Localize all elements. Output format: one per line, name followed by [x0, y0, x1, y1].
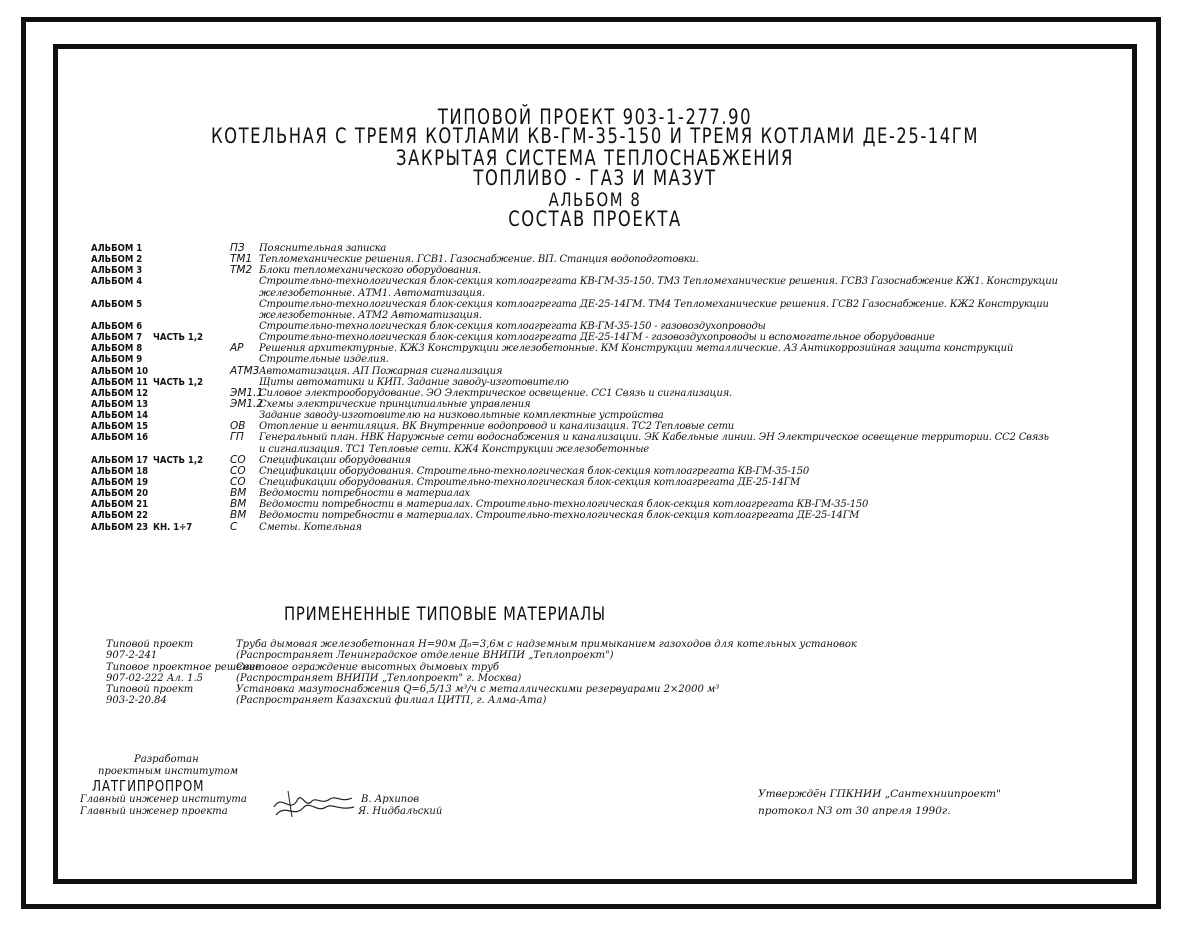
album-code: ВМ — [230, 498, 247, 511]
album-row — [91, 410, 1131, 421]
album-name: АЛЬБОМ 8 — [91, 343, 143, 355]
album-description: Ведомости потребности в материалах. Строительно-технологическая блок-секция котлоагрегата КВ-ГМ-35-150 — [259, 499, 869, 511]
material-reference: Типовое проектное решение — [106, 661, 262, 673]
album-description: Силовое электрооборудование. ЭО Электрическое освещение. СС1 Связь и сигнализация. — [259, 387, 732, 399]
album-name: АЛЬБОМ 15 — [91, 421, 149, 433]
album-row — [91, 499, 1131, 510]
material-description: Световое ограждение высотных дымовых труб — [236, 661, 499, 673]
album-name: АЛЬБОМ 6 — [91, 320, 143, 332]
album-code: ОВ — [230, 420, 246, 433]
album-description: Спецификации оборудования — [259, 454, 411, 466]
album-description: Сметы. Котельная — [259, 521, 362, 533]
album-code: АТМ3 — [230, 364, 260, 377]
album-name: АЛЬБОМ 1 — [91, 243, 143, 254]
material-description: (Распространяет Казахский филиал ЦИТП, г. Алма-Ата) — [236, 695, 547, 707]
album-code: ГП — [230, 431, 244, 444]
material-reference: Типовой проект — [106, 684, 194, 696]
album-description: Строительно-технологическая блок-секция котлоагрегата КВ-ГМ-35-150 - газовоздухопроводы — [259, 320, 766, 332]
signer-name-2: Я. Нидбальский — [358, 806, 443, 817]
album-row — [91, 354, 1131, 365]
album-description: Тепломеханические решения. ГСВ1. Газоснабжение. ВП. Станция водоподготовки. — [259, 254, 699, 266]
material-row — [106, 673, 1086, 684]
album-code: ВМ — [230, 487, 247, 500]
title-line-fuel: ТОПЛИВО - ГАЗ И МАЗУТ — [473, 166, 717, 190]
material-description: (Распространяет ВНИПИ „Теплопроект" г. Москва) — [236, 672, 522, 684]
album-code: ЭМ1.2 — [230, 397, 264, 410]
album-row — [91, 310, 1131, 321]
album-row — [91, 522, 1131, 533]
album-name: АЛЬБОМ 7 — [91, 332, 143, 344]
album-name: АЛЬБОМ 4 — [91, 276, 143, 288]
album-row — [91, 477, 1131, 488]
album-row — [91, 432, 1131, 443]
album-code: ЭМ1.1 — [230, 386, 264, 399]
album-row — [91, 343, 1131, 354]
material-row — [106, 639, 1086, 650]
album-name: АЛЬБОМ 23 — [91, 521, 149, 533]
material-reference: 907-02-222 Ал. 1.5 — [106, 672, 204, 684]
album-description: Спецификации оборудования. Строительно-технологическая блок-секция котлоагрегата ДЕ-25-14ГМ — [259, 476, 801, 488]
album-description: Ведомости потребности в материалах — [259, 488, 470, 500]
album-name: АЛЬБОМ 2 — [91, 254, 143, 266]
title-line-project: ТИПОВОЙ ПРОЕКТ 903-1-277.90 — [437, 105, 753, 129]
album-part: ЧАСТЬ 1,2 — [153, 376, 203, 388]
album-name: АЛЬБОМ 3 — [91, 265, 143, 277]
materials-list — [106, 639, 1086, 707]
title-line-album: АЛЬБОМ 8 — [548, 189, 642, 211]
album-name: АЛЬБОМ 12 — [91, 387, 149, 399]
album-name: АЛЬБОМ 19 — [91, 476, 149, 488]
material-description: (Распространяет Ленинградское отделение ВНИПИ „Теплопроект") — [236, 650, 614, 662]
material-row — [106, 684, 1086, 695]
album-name: АЛЬБОМ 11 — [91, 376, 149, 388]
material-row — [106, 695, 1086, 706]
album-description: Автоматизация. АП Пожарная сигнализация — [259, 365, 503, 377]
role-chief-engineer-institute: Главный инженер института — [80, 794, 247, 805]
album-description: Блоки тепломеханического оборудования. — [259, 265, 482, 277]
document-sheet — [58, 49, 1132, 879]
album-description: Строительно-технологическая блок-секция котлоагрегата ДЕ-25-14ГМ - газовоздухопроводы и вспомогательное оборудование — [259, 332, 935, 344]
album-description: железобетонные. АТМ2 Автоматизация. — [259, 309, 482, 321]
album-row — [91, 265, 1131, 276]
album-description: Ведомости потребности в материалах. Строительно-технологическая блок-секция котлоагрегата ДЕ-25-14ГМ — [259, 510, 860, 522]
album-name: АЛЬБОМ 13 — [91, 398, 149, 410]
album-description: Генеральный план. НВК Наружные сети водоснабжения и канализации. ЭК Кабельные линии. ЭН Электрическое освещение территории. СС2 Связь — [259, 432, 1049, 444]
material-row — [106, 650, 1086, 661]
title-line-system: ЗАКРЫТАЯ СИСТЕМА ТЕПЛОСНАБЖЕНИЯ — [396, 146, 794, 170]
album-code: ТМ1 — [230, 253, 253, 266]
album-part: ЧАСТЬ 1,2 — [153, 454, 203, 466]
material-reference: 903-2-20.84 — [106, 695, 167, 707]
material-description: Установка мазутоснабжения Q=6,5/13 м³/ч с металлическими резервуарами 2×2000 м³ — [236, 684, 720, 696]
albums-list — [91, 243, 1131, 533]
album-row — [91, 299, 1131, 310]
protocol-line: протокол N3 от 30 апреля 1990г. — [758, 805, 951, 817]
material-row — [106, 662, 1086, 673]
album-name: АЛЬБОМ 17 — [91, 454, 149, 466]
album-row — [91, 332, 1131, 343]
title-line-boilers: КОТЕЛЬНАЯ С ТРЕМЯ КОТЛАМИ КВ-ГМ-35-150 И ТРЕМЯ КОТЛАМИ ДЕ-25-14ГМ — [210, 124, 980, 148]
handwritten-signature — [270, 789, 356, 819]
album-description: Отопление и вентиляция. ВК Внутренние водопровод и канализация. ТС2 Тепловые сети — [259, 421, 735, 433]
album-description: Строительные изделия. — [259, 354, 389, 366]
album-description: Щиты автоматики и КИП. Задание заводу-изготовителю — [259, 376, 569, 388]
album-code: АР — [230, 342, 244, 355]
material-description: Труба дымовая железобетонная Н=90м Д₀=3,6м с надземным примыканием газоходов для котельных установок — [236, 639, 857, 650]
album-row — [91, 421, 1131, 432]
album-name: АЛЬБОМ 9 — [91, 354, 143, 366]
album-row — [91, 321, 1131, 332]
organization-name: ЛАТГИПРОПРОМ — [92, 777, 205, 795]
role-chief-engineer-project: Главный инженер проекта — [80, 806, 228, 817]
materials-heading: ПРИМЕНЕННЫЕ ТИПОВЫЕ МАТЕРИАЛЫ — [284, 603, 606, 625]
album-code: ВМ — [230, 509, 247, 522]
album-name: АЛЬБОМ 22 — [91, 510, 149, 522]
album-description: Пояснительная записка — [259, 243, 387, 254]
album-row — [91, 466, 1131, 477]
album-row — [91, 455, 1131, 466]
album-row — [91, 399, 1131, 410]
title-line-composition: СОСТАВ ПРОЕКТА — [508, 207, 682, 231]
album-description: Решения архитектурные. КЖ3 Конструкции железобетонные. КМ Конструкции металлические. АЗ Антикоррозийная защита конструкций — [259, 343, 1014, 355]
album-name: АЛЬБОМ 18 — [91, 465, 149, 477]
developed-label: Разработан — [134, 754, 199, 765]
album-description: Схемы электрические принципиальные управления — [259, 398, 531, 410]
album-code: СО — [230, 464, 246, 477]
album-description: Строительно-технологическая блок-секция котлоагрегата ДЕ-25-14ГМ. ТМ4 Тепломеханические решения. ГСВ2 Газоснабжение. КЖ2 Конструкции — [259, 298, 1049, 310]
album-name: АЛЬБОМ 20 — [91, 488, 149, 500]
album-row — [91, 366, 1131, 377]
album-name: АЛЬБОМ 21 — [91, 499, 149, 511]
developed-by-label: проектным институтом — [98, 766, 239, 777]
material-reference: 907-2-241 — [106, 650, 158, 662]
album-code: СО — [230, 475, 246, 488]
album-description: и сигнализация. ТС1 Тепловые сети. КЖ4 Конструкции железобетонные — [259, 443, 649, 455]
material-reference: Типовой проект — [106, 639, 194, 650]
album-description: Спецификации оборудования. Строительно-технологическая блок-секция котлоагрегата КВ-ГМ-35-150 — [259, 465, 810, 477]
album-name: АЛЬБОМ 14 — [91, 410, 149, 422]
signer-name-1: В. Архипов — [361, 794, 420, 805]
album-code: С — [230, 520, 238, 533]
album-part: ЧАСТЬ 1,2 — [153, 332, 203, 344]
album-code: СО — [230, 453, 246, 466]
album-name: АЛЬБОМ 10 — [91, 365, 149, 377]
album-code: ПЗ — [230, 242, 245, 254]
album-code: ТМ2 — [230, 264, 253, 277]
album-description: Задание заводу-изготовителю на низковольтные комплектные устройства — [259, 410, 664, 422]
album-description: Строительно-технологическая блок-секция котлоагрегата КВ-ГМ-35-150. ТМ3 Тепломеханические решения. ГСВ3 Газоснабжение КЖ1. Конструкции — [259, 276, 1058, 288]
album-row — [91, 510, 1131, 521]
album-part: КН. 1÷7 — [153, 521, 193, 533]
approval-line: Утверждён ГПКНИИ „Сантехниипроект" — [758, 788, 1001, 800]
album-row — [91, 444, 1131, 455]
album-description: железобетонные. АТМ1. Автоматизация. — [259, 287, 485, 299]
album-row — [91, 288, 1131, 299]
album-name: АЛЬБОМ 5 — [91, 298, 143, 310]
album-name: АЛЬБОМ 16 — [91, 432, 149, 444]
album-row — [91, 276, 1131, 287]
album-row — [91, 488, 1131, 499]
